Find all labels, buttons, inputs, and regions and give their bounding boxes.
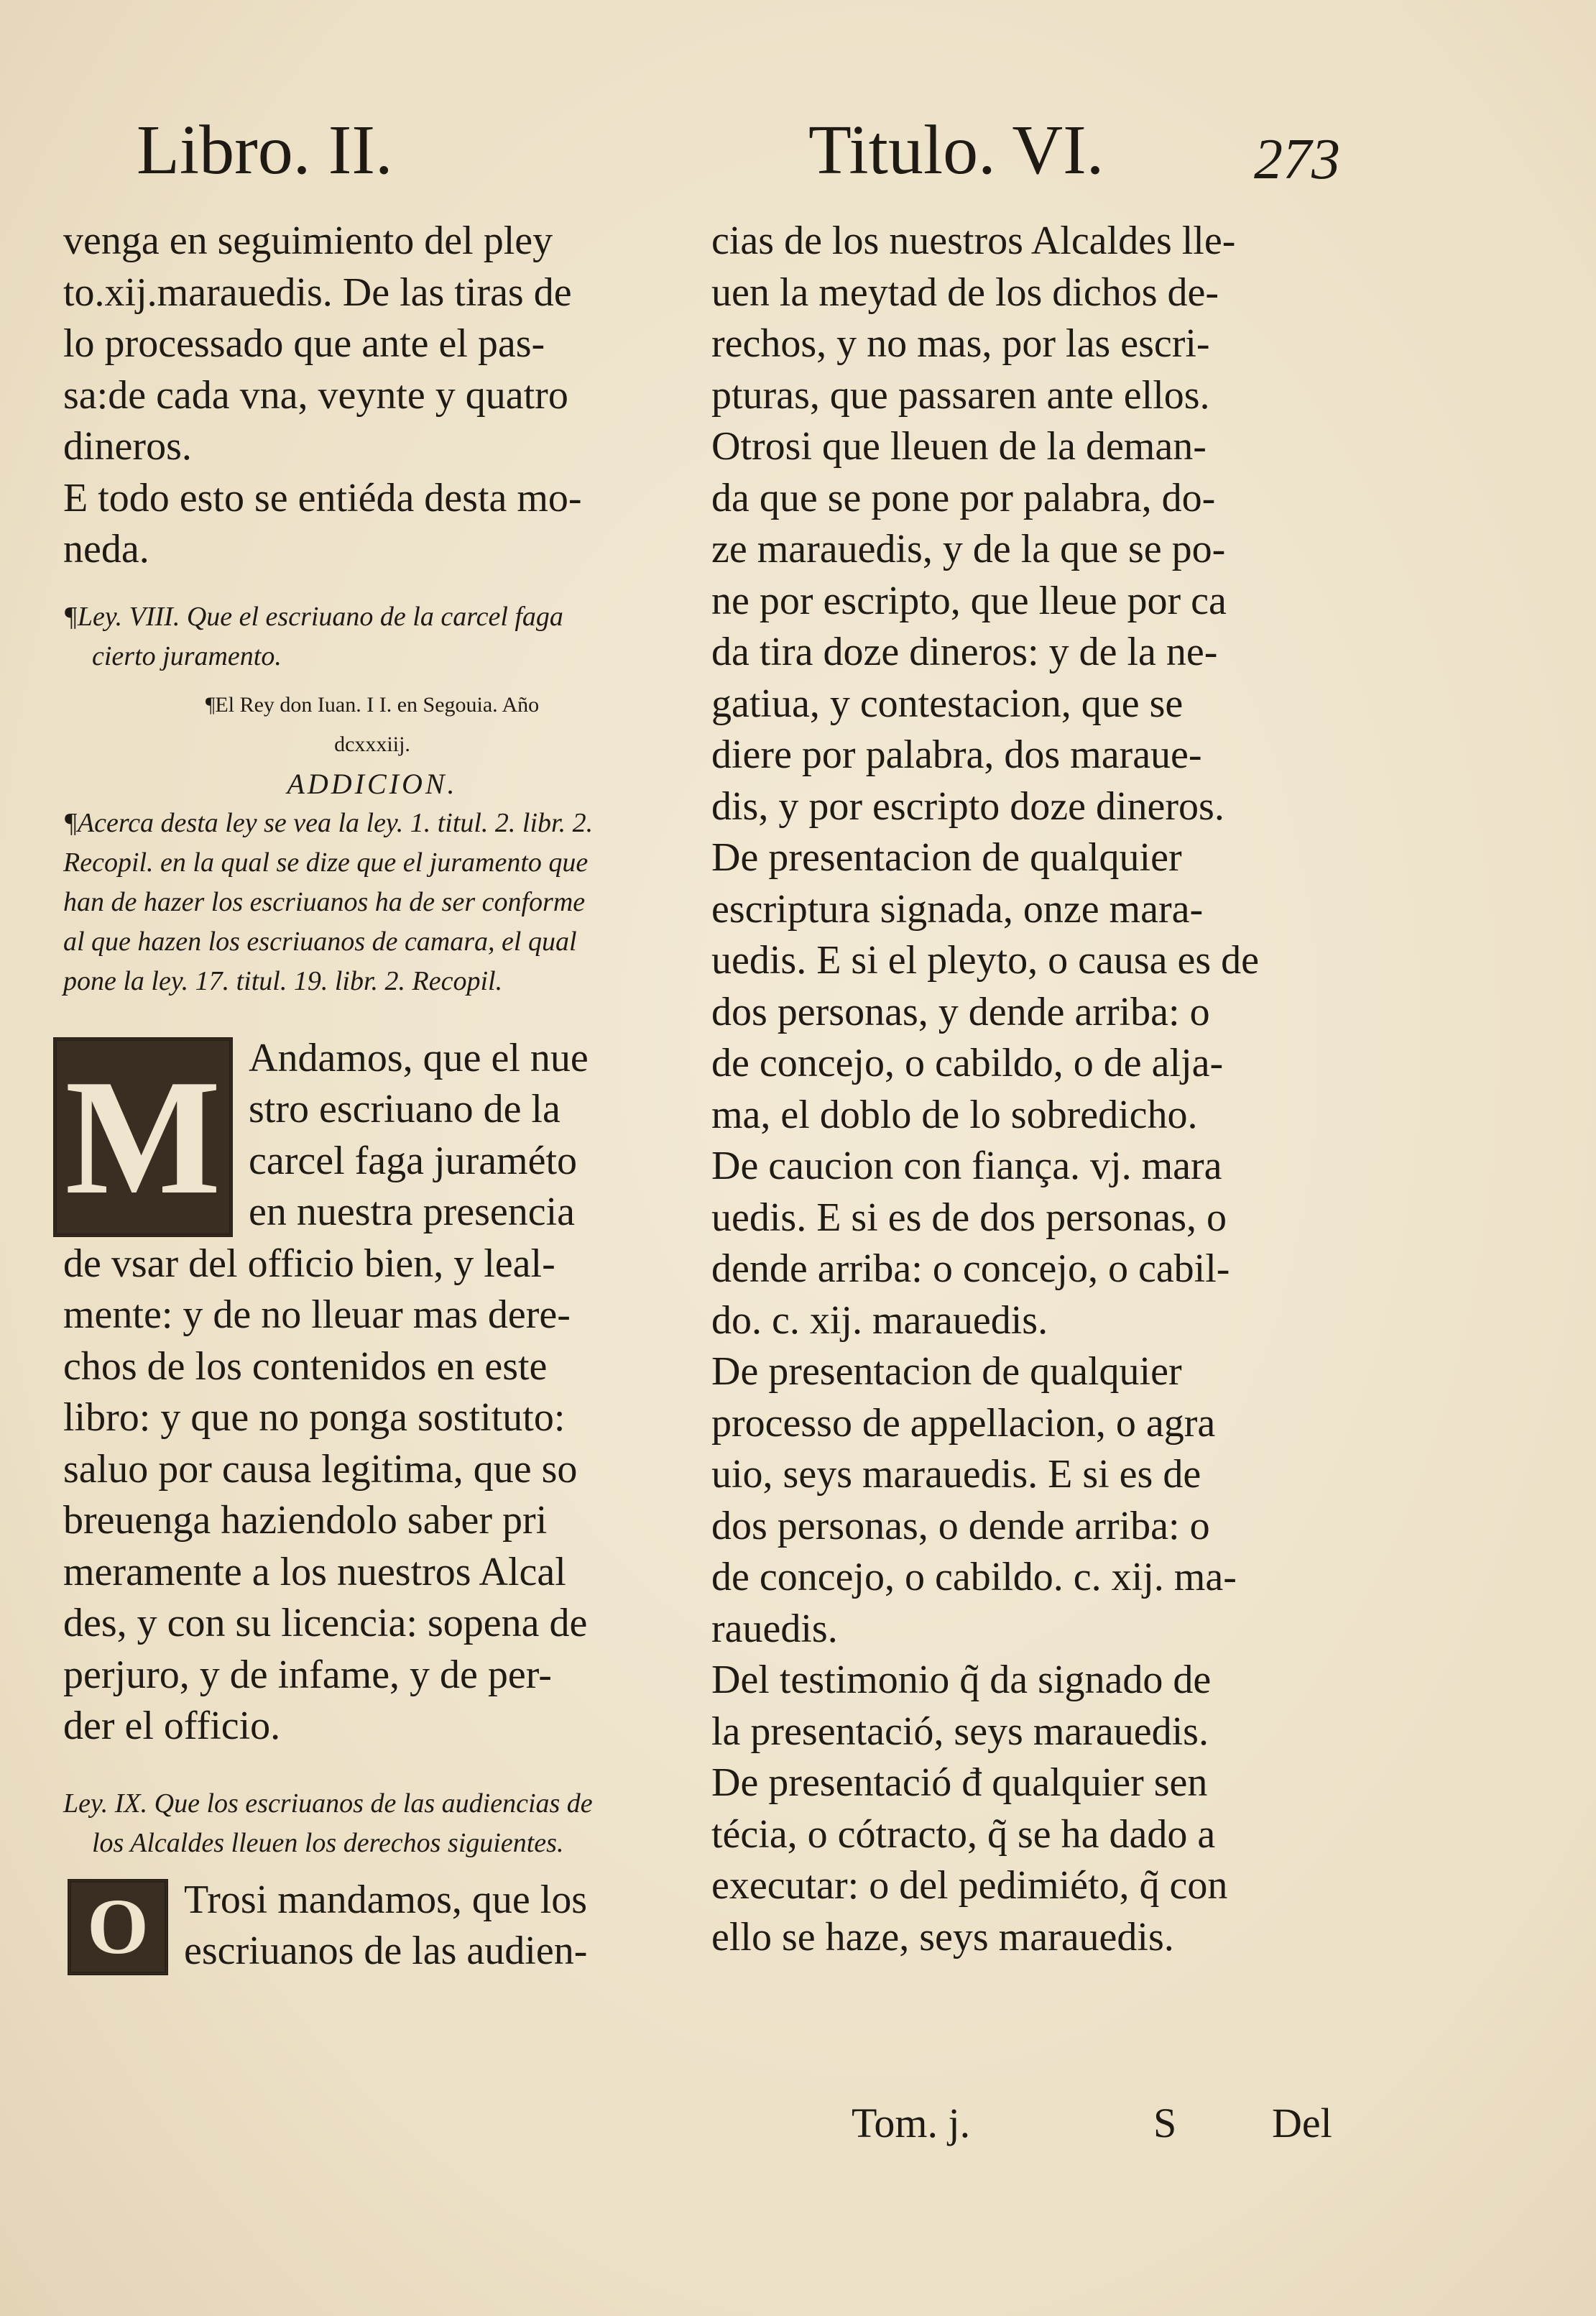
- addicion-line: al que hazen los escriuanos de camara, el qual: [63, 926, 577, 957]
- right-text: [711, 216, 1344, 1963]
- right-lines-line: ma, el doblo de lo sobredicho.: [711, 1092, 1198, 1137]
- addicion-title: ADDICION.: [287, 767, 458, 800]
- left-top-text: [63, 216, 681, 576]
- right-lines-line: uen la meytad de los dichos de-: [711, 270, 1219, 315]
- ley9-heading-line: los Alcaldes lleuen los derechos siguientes.: [92, 1827, 564, 1858]
- ley8-text-line: des, y con su licencia: sopena de: [63, 1601, 588, 1645]
- left-top-line: lo processado que ante el pas-: [63, 321, 545, 366]
- header-title: Titulo. VI.: [808, 111, 1104, 189]
- ley8-heading-line: cierto juramento.: [92, 640, 282, 671]
- ley9-text-line: escriuanos de las audien-: [184, 1929, 588, 1973]
- ley8-text-line: en nuestra presencia: [249, 1190, 575, 1234]
- right-lines-line: Del testimonio q̃ da signado de: [711, 1658, 1212, 1702]
- right-lines-line: De presentacion de qualquier: [711, 1349, 1182, 1394]
- header-book: Libro. II.: [137, 111, 393, 189]
- right-lines-line: ello se haze, seys marauedis.: [711, 1914, 1174, 1959]
- ley8-text-line: saluo por causa legitima, que so: [63, 1446, 578, 1492]
- right-lines-line: gatiua, y contestacion, que se: [711, 681, 1184, 726]
- ley8-heading-line: ¶Ley. VIII. Que el escriuano de la carcel faga: [63, 601, 563, 632]
- right-lines-line: ne por escripto, que lleue por ca: [711, 578, 1227, 623]
- right-lines-line: rechos, y no mas, por las escri-: [711, 321, 1210, 366]
- left-top-line: sa:de cada vna, veynte y quatro: [63, 372, 568, 418]
- ley8-source-line: dcxxxiij.: [334, 732, 410, 756]
- right-lines-line: escriptura signada, onze mara-: [711, 886, 1204, 932]
- right-lines-line: uio, seys marauedis. E si es de: [711, 1452, 1201, 1497]
- dropcap-m-ornament: M: [53, 1037, 233, 1237]
- right-lines-line: técia, o cótracto, q̃ se ha dado a: [711, 1811, 1216, 1857]
- footer-signature: S: [1153, 2100, 1177, 2146]
- right-lines-line: rauedis.: [711, 1606, 838, 1651]
- right-lines-line: executar: o del pedimiéto, q̃ con: [711, 1863, 1228, 1908]
- right-column: [711, 216, 1344, 1963]
- addicion-text: [63, 804, 681, 1001]
- right-lines-line: uedis. E si el pleyto, o causa es de: [711, 938, 1260, 983]
- ley8-paragraph: [63, 1033, 681, 1752]
- ley9-heading-line: Ley. IX. Que los escriuanos de las audiencias de: [63, 1788, 593, 1819]
- ley8-text-line: stro escriuano de la: [249, 1087, 561, 1131]
- ley8-text-line: libro: y que no ponga sostituto:: [63, 1395, 566, 1440]
- right-lines-line: da tira doze dineros: y de la ne-: [711, 630, 1218, 674]
- ley8-source: [63, 685, 681, 764]
- right-lines-line: De presentacion de qualquier: [711, 835, 1182, 880]
- right-lines-line: De caucion con fiança. vj. mara: [711, 1144, 1222, 1188]
- ley8-text-line: meramente a los nuestros Alcal: [63, 1549, 566, 1594]
- right-lines-line: processo de appellacion, o agra: [711, 1400, 1216, 1446]
- ley8-heading: [63, 597, 681, 676]
- right-lines-line: De presentació đ qualquier sen: [711, 1760, 1208, 1805]
- addicion-line: pone la ley. 17. titul. 19. libr. 2. Recopil.: [63, 965, 503, 996]
- left-top-line: neda.: [63, 527, 149, 571]
- right-lines-line: de concejo, o cabildo, o de alja-: [711, 1041, 1224, 1085]
- ley8-text-line: Andamos, que el nue: [249, 1035, 589, 1080]
- right-lines-line: cias de los nuestros Alcaldes lle-: [711, 219, 1236, 263]
- ley8-source-line: ¶El Rey don Iuan. I I. en Segouia. Año: [205, 692, 540, 717]
- left-top-line: venga en seguimiento del pley: [63, 219, 553, 263]
- page-footer: [852, 2100, 1355, 2153]
- dropcap-o-ornament: O: [68, 1879, 168, 1975]
- ley8-text-line: der el officio.: [63, 1704, 281, 1748]
- right-lines-line: dos personas, o dende arriba: o: [711, 1503, 1210, 1548]
- ley8-text-line: chos de los contenidos en este: [63, 1343, 548, 1389]
- right-lines-line: ze marauedis, y de la que se po-: [711, 527, 1226, 571]
- ley8-text-line: perjuro, y de infame, y de per-: [63, 1652, 552, 1697]
- right-lines-line: Otrosi que lleuen de la deman-: [711, 424, 1207, 469]
- right-lines-line: da que se pone por palabra, do-: [711, 475, 1216, 520]
- right-lines-line: do. c. xij. marauedis.: [711, 1297, 1048, 1343]
- right-lines-line: dis, y por escripto doze dineros.: [711, 784, 1224, 829]
- footer-volume: Tom. j.: [852, 2100, 971, 2146]
- ley8-text-line: carcel faga juraméto: [249, 1138, 578, 1183]
- right-lines-line: la presentació, seys marauedis.: [711, 1709, 1209, 1754]
- ley8-text-line: de vsar del officio bien, y leal-: [63, 1241, 555, 1286]
- right-lines-line: pturas, que passaren ante ellos.: [711, 372, 1210, 418]
- addicion-line: han de hazer los escriuanos ha de ser conforme: [63, 886, 586, 917]
- ley9-text-line: Trosi mandamos, que los: [184, 1877, 588, 1922]
- right-lines-line: diere por palabra, dos maraue-: [711, 732, 1202, 777]
- running-header: [0, 111, 1596, 201]
- left-column: [63, 216, 681, 1977]
- right-lines-line: de concejo, o cabildo. c. xij. ma-: [711, 1555, 1237, 1599]
- footer-catchword: Del: [1272, 2100, 1332, 2146]
- right-lines-line: dos personas, y dende arriba: o: [711, 989, 1210, 1034]
- addicion-line: ¶Acerca desta ley se vea la ley. 1. titul. 2. libr. 2.: [63, 807, 594, 838]
- left-top-line: dineros.: [63, 424, 192, 469]
- ley8-text-line: mente: y de no lleuar mas dere-: [63, 1292, 571, 1337]
- ley9-paragraph: [63, 1875, 681, 1977]
- left-top-line: E todo esto se entiéda desta mo-: [63, 475, 582, 520]
- ley9-heading: [63, 1784, 681, 1863]
- right-lines-line: uedis. E si es de dos personas, o: [711, 1195, 1227, 1240]
- page-number: 273: [1254, 128, 1340, 191]
- right-lines-line: dende arriba: o concejo, o cabil-: [711, 1246, 1230, 1291]
- left-top-line: to.xij.marauedis. De las tiras de: [63, 270, 572, 315]
- ley8-text-line: breuenga haziendolo saber pri: [63, 1498, 548, 1543]
- addicion-line: Recopil. en la qual se dize que el juramento que: [63, 847, 589, 878]
